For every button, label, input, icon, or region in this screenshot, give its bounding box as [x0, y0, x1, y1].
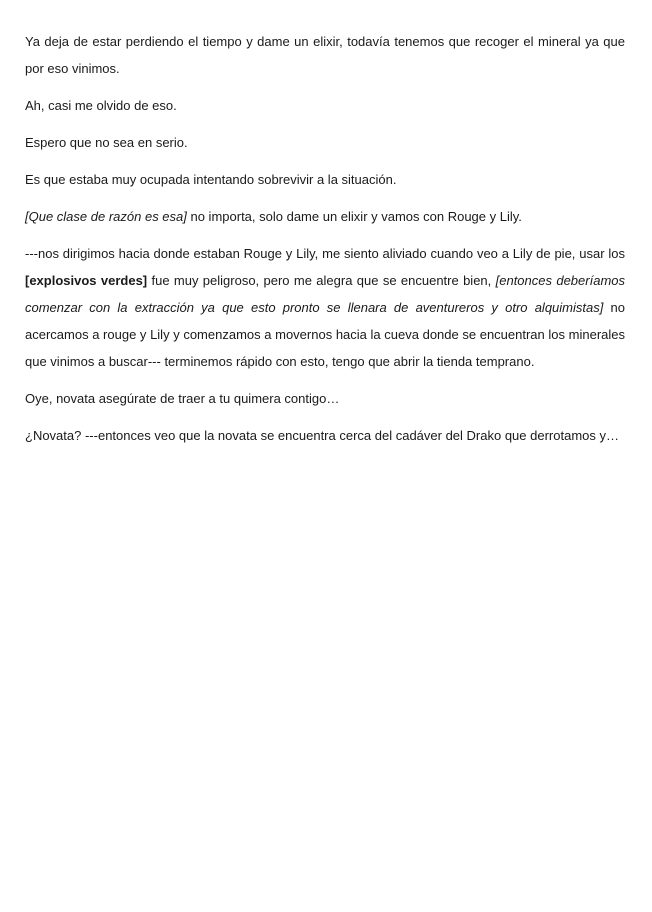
text-segment: no acercamos a rouge y Lily y comenzamos a movernos hacia la cueva donde se encuentran los minerales que vinimos a buscar--- terminemos rápido con esto, tengo que abrir la tienda temprano.	[25, 300, 625, 369]
text-segment: Ya deja de estar perdiendo el tiempo y dame un elixir, todavía tenemos que recoger el mineral ya que por eso vinimos.	[25, 34, 625, 76]
text-segment: Oye, novata asegúrate de traer a tu quimera contigo…	[25, 391, 340, 406]
text-segment: Es que estaba muy ocupada intentando sobrevivir a la situación.	[25, 172, 397, 187]
text-segment: Ah, casi me olvido de eso.	[25, 98, 177, 113]
paragraph-1	[25, 28, 625, 82]
paragraph-2	[25, 92, 625, 119]
text-segment: ¿Novata? ---entonces veo que la novata se encuentra cerca del cadáver del Drako que derrotamos y…	[25, 428, 619, 443]
paragraph-6	[25, 240, 625, 375]
paragraph-5	[25, 203, 625, 230]
paragraph-3	[25, 129, 625, 156]
paragraph-8	[25, 422, 625, 449]
paragraph-4	[25, 166, 625, 193]
text-segment: ---nos dirigimos hacia donde estaban Rouge y Lily, me siento aliviado cuando veo a Lily de pie, usar los	[25, 246, 625, 261]
paragraph-7	[25, 385, 625, 412]
bold-term: [explosivos verdes]	[25, 273, 148, 288]
document-body	[25, 28, 625, 459]
text-segment: no importa, solo dame un elixir y vamos con Rouge y Lily.	[186, 209, 522, 224]
text-segment: Espero que no sea en serio.	[25, 135, 188, 150]
italic-thought: [entonces deberíamos comenzar con la extracción ya que esto pronto se llenara de aventureros y otro alquimistas]	[25, 273, 625, 315]
text-segment: fue muy peligroso, pero me alegra que se encuentre bien,	[147, 273, 496, 288]
italic-thought: [Que clase de razón es esa]	[25, 209, 187, 224]
